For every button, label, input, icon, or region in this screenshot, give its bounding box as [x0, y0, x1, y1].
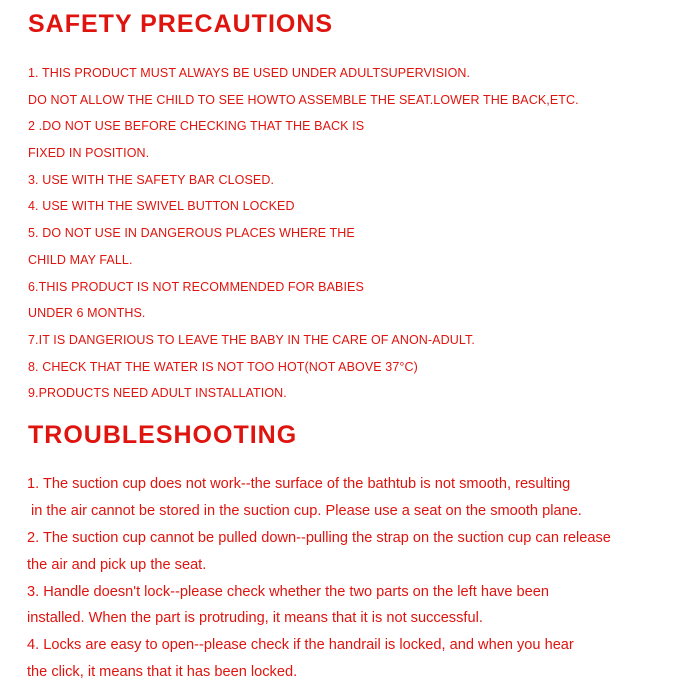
safety-precautions-heading: SAFETY PRECAUTIONS — [28, 10, 334, 38]
troubleshooting-line: 2. The suction cup cannot be pulled down--pulling the strap on the suction cup can release — [27, 529, 611, 546]
safety-line: UNDER 6 MONTHS. — [28, 306, 146, 321]
safety-line: 3. USE WITH THE SAFETY BAR CLOSED. — [28, 172, 275, 187]
troubleshooting-line: 4. Locks are easy to open--please check if the handrail is locked, and when you hear — [27, 637, 574, 654]
safety-precautions-list — [28, 65, 678, 412]
troubleshooting-line: installed. When the part is protruding, it means that it is not successful. — [27, 610, 483, 627]
troubleshooting-line: 3. Handle doesn't lock--please check whether the two parts on the left have been — [27, 583, 549, 600]
safety-line: 8. CHECK THAT THE WATER IS NOT TOO HOT(NOT ABOVE 37°C) — [28, 359, 418, 374]
troubleshooting-line: the click, it means that it has been locked. — [27, 664, 298, 681]
safety-line: FIXED IN POSITION. — [28, 146, 150, 161]
troubleshooting-list — [27, 474, 687, 689]
safety-line: 5. DO NOT USE IN DANGEROUS PLACES WHERE THE — [28, 226, 355, 241]
troubleshooting-line: 1. The suction cup does not work--the surface of the bathtub is not smooth, resulting — [27, 476, 571, 492]
troubleshooting-line: the air and pick up the seat. — [27, 556, 207, 573]
safety-line: 6.THIS PRODUCT IS NOT RECOMMENDED FOR BABIES — [28, 279, 364, 294]
safety-line: CHILD MAY FALL. — [28, 252, 133, 267]
safety-line: 1. THIS PRODUCT MUST ALWAYS BE USED UNDER ADULTSUPERVISION. — [28, 66, 471, 80]
safety-line: 4. USE WITH THE SWIVEL BUTTON LOCKED — [28, 199, 295, 214]
safety-line: 2 .DO NOT USE BEFORE CHECKING THAT THE BACK IS — [28, 119, 365, 134]
safety-line: DO NOT ALLOW THE CHILD TO SEE HOWTO ASSEMBLE THE SEAT.LOWER THE BACK,ETC. — [28, 92, 579, 107]
safety-line: 7.IT IS DANGERIOUS TO LEAVE THE BABY IN THE CARE OF ANON-ADULT. — [28, 332, 475, 347]
safety-line: 9.PRODUCTS NEED ADULT INSTALLATION. — [28, 386, 287, 401]
troubleshooting-heading: TROUBLESHOOTING — [28, 421, 298, 449]
troubleshooting-line: in the air cannot be stored in the suction cup. Please use a seat on the smooth plane. — [31, 502, 582, 519]
